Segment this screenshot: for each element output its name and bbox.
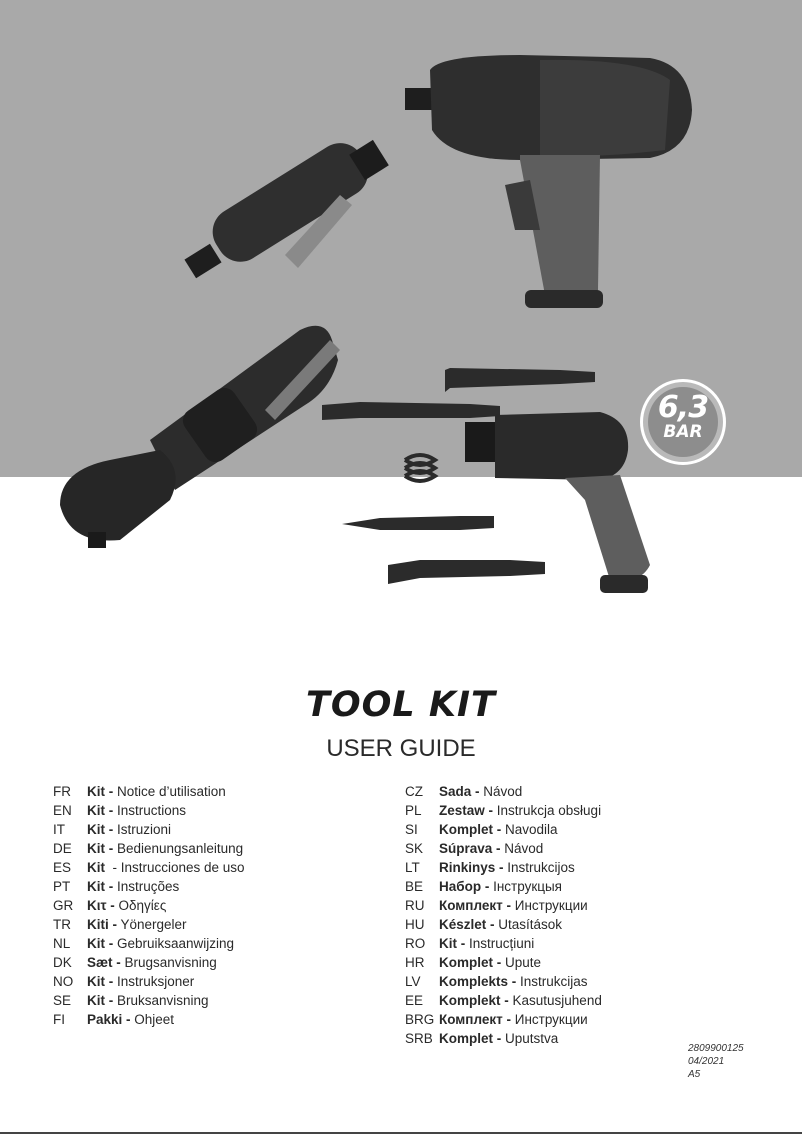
manual-text: Instrukcijas	[516, 974, 588, 989]
manual-text: Uputstva	[501, 1031, 559, 1046]
language-code: RO	[405, 936, 426, 951]
air-ratchet-icon	[60, 326, 340, 548]
language-code: CZ	[405, 784, 423, 799]
manual-text: Instrukcijos	[503, 860, 575, 875]
badge-unit: BAR	[663, 422, 703, 442]
manual-text: Brugsanvisning	[120, 955, 217, 970]
language-row	[53, 801, 245, 820]
language-row	[405, 839, 602, 858]
language-row	[405, 1029, 602, 1048]
language-code: HU	[405, 917, 425, 932]
edition-date: 04/2021	[688, 1056, 725, 1067]
kit-word: Pakki -	[87, 1012, 131, 1027]
language-row	[405, 858, 602, 877]
language-code: HR	[405, 955, 425, 970]
manual-text: Инструкции	[510, 898, 588, 913]
kit-word: Komplet -	[439, 955, 502, 970]
manual-text: - Instrucciones de uso	[105, 860, 245, 875]
language-row	[53, 991, 245, 1010]
kit-word: Súprava -	[439, 841, 501, 856]
manual-text: Upute	[501, 955, 542, 970]
language-code: DE	[53, 841, 72, 856]
badge-value: 6,3	[657, 390, 709, 425]
manual-text: Οδηγίες	[114, 898, 167, 913]
language-code: PL	[405, 803, 422, 818]
kit-word: Sæt -	[87, 955, 121, 970]
bottom-divider	[0, 1132, 802, 1134]
kit-word: Kit -	[87, 803, 114, 818]
kit-word: Komplekt -	[439, 993, 509, 1008]
language-row	[53, 858, 245, 877]
paper-format: A5	[688, 1069, 701, 1080]
language-row	[53, 839, 245, 858]
kit-word: Komplet -	[439, 822, 502, 837]
language-row	[405, 820, 602, 839]
kit-word: Kiti -	[87, 917, 117, 932]
kit-word: Kit -	[87, 879, 114, 894]
manual-text: Ohjeet	[130, 1012, 175, 1027]
die-grinder-icon	[184, 134, 388, 278]
language-code: SI	[405, 822, 418, 837]
language-code: NO	[53, 974, 74, 989]
language-row	[53, 934, 245, 953]
language-row	[53, 782, 245, 801]
language-row	[405, 801, 602, 820]
manual-text: Kasutusjuhend	[508, 993, 602, 1008]
language-row	[53, 953, 245, 972]
language-row	[53, 915, 245, 934]
manual-text: Instrukcja obsługi	[493, 803, 602, 818]
language-row	[405, 877, 602, 896]
language-code: LT	[405, 860, 420, 875]
language-row	[405, 896, 602, 915]
impact-wrench-icon	[405, 55, 692, 308]
manual-text: Návod	[500, 841, 544, 856]
kit-word: Kit -	[439, 936, 466, 951]
language-code: RU	[405, 898, 425, 913]
kit-word: Sada -	[439, 784, 480, 799]
manual-text: Instruksjoner	[113, 974, 195, 989]
kit-word: Kit -	[87, 822, 114, 837]
manual-text: Instructions	[113, 803, 187, 818]
language-code: IT	[53, 822, 65, 837]
kit-word: Комплект -	[439, 898, 511, 913]
manual-text: Navodila	[501, 822, 558, 837]
language-row	[53, 820, 245, 839]
kit-word: Kit -	[87, 784, 114, 799]
page-title: TOOL KIT	[306, 685, 496, 725]
document-meta	[688, 1042, 744, 1081]
language-row	[53, 877, 245, 896]
manual-text: Instrucțiuni	[465, 936, 535, 951]
kit-word: Комплект -	[439, 1012, 511, 1027]
manual-text: Instruções	[113, 879, 180, 894]
language-code: FR	[53, 784, 71, 799]
language-code: GR	[53, 898, 74, 913]
manual-text: Gebruiksaanwijzing	[113, 936, 235, 951]
kit-word: Kit -	[87, 974, 114, 989]
manual-text: Bedienungsanleitung	[113, 841, 244, 856]
language-row	[53, 972, 245, 991]
language-code: NL	[53, 936, 71, 951]
language-code: SRB	[405, 1031, 433, 1046]
kit-word: Kit -	[87, 993, 114, 1008]
manual-text: Notice d’utilisation	[113, 784, 226, 799]
kit-word: Rinkinys -	[439, 860, 504, 875]
page-subtitle: USER GUIDE	[326, 735, 476, 762]
language-row	[405, 915, 602, 934]
language-code: BRG	[405, 1012, 435, 1027]
manual-text: Istruzioni	[113, 822, 172, 837]
language-row	[405, 1010, 602, 1029]
pressure-badge	[638, 377, 728, 467]
language-code: LV	[405, 974, 421, 989]
reference-number: 2809900125	[688, 1043, 744, 1054]
kit-word: Kit -	[87, 936, 114, 951]
language-code: SK	[405, 841, 424, 856]
kit-word: Zestaw -	[439, 803, 494, 818]
language-list-right	[405, 782, 602, 1048]
manual-text: Інструкцыя	[489, 879, 562, 894]
language-row	[53, 896, 245, 915]
kit-word: Kιτ -	[87, 898, 115, 913]
language-row	[53, 1010, 245, 1029]
language-code: SE	[53, 993, 72, 1008]
language-row	[405, 953, 602, 972]
language-row	[405, 934, 602, 953]
kit-word: Komplet -	[439, 1031, 502, 1046]
manual-text: Yönergeler	[117, 917, 187, 932]
kit-word: Набор -	[439, 879, 490, 894]
language-code: FI	[53, 1012, 65, 1027]
kit-word: Komplekts -	[439, 974, 517, 989]
manual-text: Utasítások	[494, 917, 563, 932]
kit-word: Kit	[87, 860, 105, 875]
language-code: ES	[53, 860, 72, 875]
kit-word: Készlet -	[439, 917, 495, 932]
manual-text: Инструкции	[510, 1012, 588, 1027]
language-row	[405, 972, 602, 991]
language-code: BE	[405, 879, 424, 894]
language-row	[405, 782, 602, 801]
manual-text: Bruksanvisning	[113, 993, 209, 1008]
kit-word: Kit -	[87, 841, 114, 856]
language-row	[405, 991, 602, 1010]
manual-text: Návod	[479, 784, 523, 799]
language-code: PT	[53, 879, 71, 894]
language-code: EN	[53, 803, 72, 818]
language-code: TR	[53, 917, 71, 932]
language-code: EE	[405, 993, 424, 1008]
language-list-left	[53, 782, 245, 1029]
language-code: DK	[53, 955, 72, 970]
